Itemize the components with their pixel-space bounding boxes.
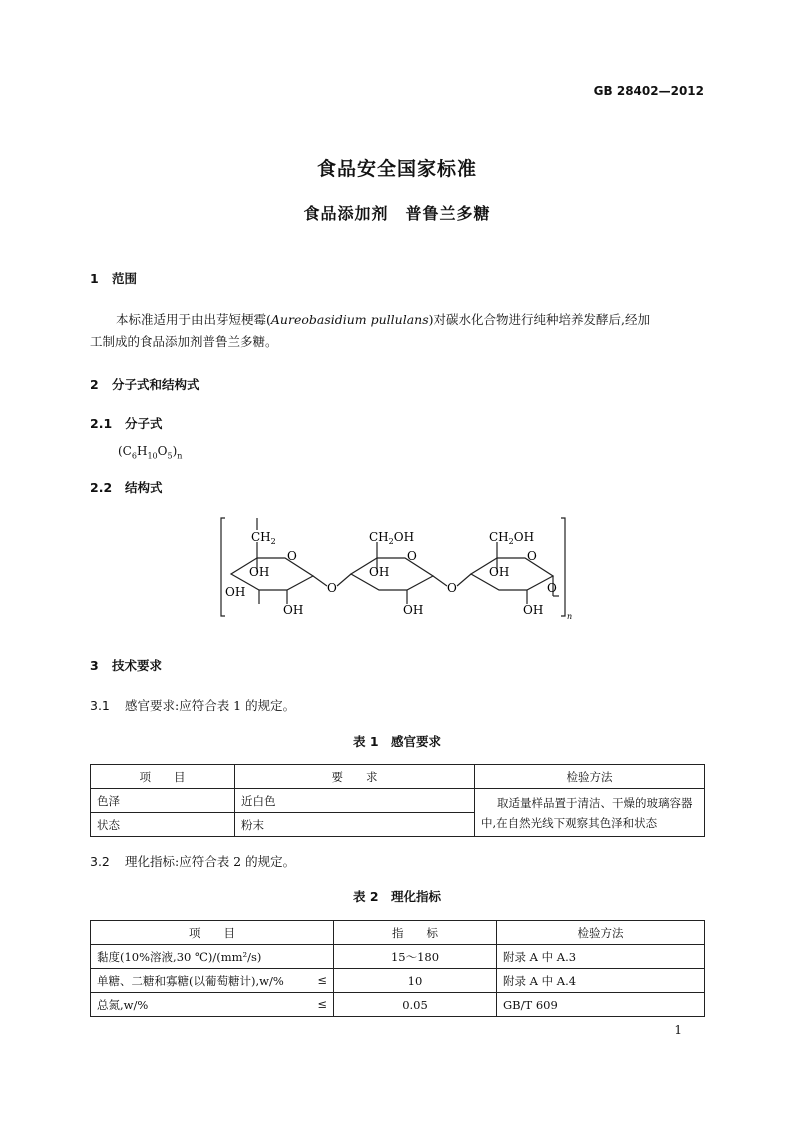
table-cell: 近白色 [235,789,475,813]
ring-oxygen-2: O [407,549,417,563]
table-cell: 状态 [91,813,235,837]
table-cell: 15～180 [334,945,497,969]
table-row [91,921,705,945]
ch2oh-label-2: $CH_2OH$ [369,530,415,546]
repeat-n-label: n [567,612,573,621]
section-3-1-line: 3.1 感官要求:应符合表 1 的规定。 [90,698,296,713]
table-cell: 10 [334,969,497,993]
table-2-physchem [90,920,705,1017]
table-header: 要 求 [235,765,475,789]
table-cell: 总氮,w/% ≤ [91,993,334,1017]
sub-title: 食品添加剂 普鲁兰多糖 [303,204,491,223]
hydroxyl-1c: OH [283,603,304,617]
table-header: 指 标 [334,921,497,945]
section-3-heading: 3 技术要求 [90,658,163,673]
table-row [91,993,705,1017]
table-1-caption: 表 1 感官要求 [352,734,442,749]
table-cell: 0.05 [334,993,497,1017]
structural-formula [215,510,580,625]
table-row [91,789,705,813]
glucose-ring-1 [231,518,327,604]
hydroxyl-3b: OH [523,603,544,617]
scope-paragraph-line2: 工制成的食品添加剂普鲁兰多糖。 [90,334,278,349]
section-2-2-heading: 2.2 结构式 [90,480,163,495]
table-header: 项 目 [91,921,334,945]
table-row [91,765,705,789]
table-cell: 粉末 [235,813,475,837]
glycosidic-oxygen-2: O [447,581,457,595]
organism-name: Aureobasidium pullulans [270,312,429,327]
table-cell: 黏度(10%溶液,30 ℃)/(mm²/s) [91,945,334,969]
table-cell: 单糖、二糖和寡糖(以葡萄糖计),w/% ≤ [91,969,334,993]
table-header: 检验方法 [475,765,705,789]
section-3-2-line: 3.2 理化指标:应符合表 2 的规定。 [90,854,296,869]
glycosidic-oxygen-1: O [327,581,337,595]
table-row [91,969,705,993]
table-header: 检验方法 [497,921,705,945]
hydroxyl-3a: OH [489,565,510,579]
table-cell: 附录 A 中 A.4 [497,969,705,993]
hydroxyl-2a: OH [369,565,390,579]
molecular-formula: $(C_6H_{10}O_5)_n$ [118,444,183,461]
ring-oxygen-3: O [527,549,537,563]
hydroxyl-2b: OH [403,603,424,617]
section-2-heading: 2 分子式和结构式 [90,377,200,392]
ch2-label: $CH_2$ [251,530,276,546]
table-header: 项 目 [91,765,235,789]
table-cell: 色泽 [91,789,235,813]
table-cell: 附录 A 中 A.3 [497,945,705,969]
page-number: 1 [674,1023,682,1037]
scope-paragraph-line1: 本标准适用于由出芽短梗霉(Aureobasidium pullulans)对碳水化合物进行纯种培养发酵后,经加 [116,312,650,327]
terminal-oxygen: O [547,581,557,595]
table-row [91,945,705,969]
ch2oh-label-3: $CH_2OH$ [489,530,535,546]
glucose-ring-2 [337,542,447,604]
hydroxyl-1b: OH [225,585,246,599]
main-title: 食品安全国家标准 [316,158,477,180]
section-2-1-heading: 2.1 分子式 [90,416,163,431]
section-1-heading: 1 范围 [90,271,138,286]
table-1-method-cell: 取适量样品置于清洁、干燥的玻璃容器 中,在自然光线下观察其色泽和状态 [475,789,705,837]
table-1-sensory [90,764,705,837]
table-cell: GB/T 609 [497,993,705,1017]
table-2-caption: 表 2 理化指标 [352,889,442,904]
standard-code: GB 28402—2012 [593,84,704,98]
ring-oxygen-1: O [287,549,297,563]
hydroxyl-1a: OH [249,565,270,579]
